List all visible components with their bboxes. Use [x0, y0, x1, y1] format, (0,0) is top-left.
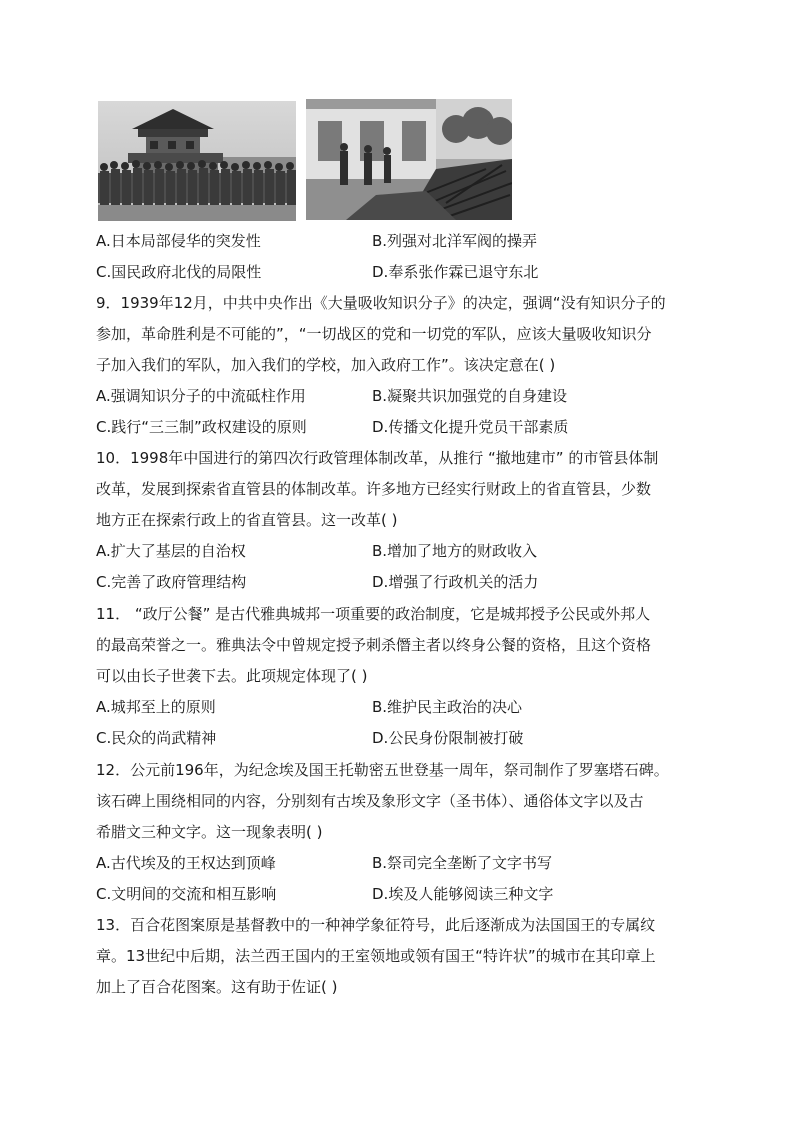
- q12-stem-line-3: 希腊文三种文字。这一现象表明( ): [96, 823, 323, 841]
- q9-option-c: C.践行“三三制”政权建设的原则: [96, 418, 307, 436]
- q11-stem-line-2: 的最高荣誉之一。雅典法令中曾规定授予刺杀僭主者以终身公餐的资格，且这个资格: [96, 636, 652, 654]
- q9-option-a: A.强调知识分子的中流砥柱作用: [96, 387, 306, 405]
- q10-option-a: A.扩大了基层的自治权: [96, 542, 246, 560]
- q12-stem-line-1: 12．公元前196年，为纪念埃及国王托勒密五世登基一周年，祭司制作了罗塞塔石碑。: [96, 761, 669, 779]
- q10-option-b: B.增加了地方的财政收入: [372, 542, 538, 560]
- q12-option-a: A.古代埃及的王权达到顶峰: [96, 854, 276, 872]
- q10-option-d: D.增强了行政机关的活力: [372, 573, 539, 591]
- q13-stem-line-1: 13．百合花图案原是基督教中的一种神学象征符号，此后逐渐成为法国国王的专属纹: [96, 916, 656, 934]
- q8-option-c: C.国民政府北伐的局限性: [96, 263, 262, 281]
- photo-gate-soldiers: [98, 101, 296, 221]
- photo-warehouse-weapons: [306, 99, 512, 220]
- q11-option-a: A.城邦至上的原则: [96, 698, 216, 716]
- q10-stem-line-1: 10．1998年中国进行的第四次行政管理体制改革，从推行 “撤地建市” 的市管县体制: [96, 449, 659, 467]
- q11-stem-line-1: 11． “政厅公餐” 是古代雅典城邦一项重要的政治制度，它是城邦授予公民或外邦人: [96, 605, 651, 623]
- q9-stem-line-1: 9．1939年12月，中共中央作出《大量吸收知识分子》的决定，强调“没有知识分子的: [96, 294, 666, 312]
- q11-stem-line-3: 可以由长子世袭下去。此项规定体现了( ): [96, 667, 368, 685]
- q8-option-d: D.奉系张作霖已退守东北: [372, 263, 539, 281]
- q8-option-b: B.列强对北洋军阀的操弄: [372, 232, 538, 250]
- q10-stem-line-2: 改革，发展到探索省直管县的体制改革。许多地方已经实行财政上的省直管县，少数: [96, 480, 652, 498]
- q9-option-d: D.传播文化提升党员干部素质: [372, 418, 569, 436]
- q11-option-b: B.维护民主政治的决心: [372, 698, 523, 716]
- q11-option-d: D.公民身份限制被打破: [372, 729, 524, 747]
- q12-option-c: C.文明间的交流和相互影响: [96, 885, 277, 903]
- q13-stem-line-2: 章。13世纪中后期，法兰西王国内的王室领地或领有国王“特许状”的城市在其印章上: [96, 947, 656, 965]
- q10-option-c: C.完善了政府管理结构: [96, 573, 247, 591]
- q12-option-d: D.埃及人能够阅读三种文字: [372, 885, 554, 903]
- q9-stem-line-2: 参加，革命胜利是不可能的”，“一切战区的党和一切党的军队，应该大量吸收知识分: [96, 325, 652, 343]
- q13-stem-line-3: 加上了百合花图案。这有助于佐证( ): [96, 978, 338, 996]
- q12-option-b: B.祭司完全垄断了文字书写: [372, 854, 553, 872]
- q11-option-c: C.民众的尚武精神: [96, 729, 217, 747]
- q9-stem-line-3: 子加入我们的军队，加入我们的学校，加入政府工作”。该决定意在( ): [96, 356, 556, 374]
- q10-stem-line-3: 地方正在探索行政上的省直管县。这一改革( ): [96, 511, 398, 529]
- q9-option-b: B.凝聚共识加强党的自身建设: [372, 387, 568, 405]
- q12-stem-line-2: 该石碑上围绕相同的内容，分别刻有古埃及象形文字（圣书体）、通俗体文字以及古: [96, 792, 644, 810]
- q8-option-a: A.日本局部侵华的突发性: [96, 232, 261, 250]
